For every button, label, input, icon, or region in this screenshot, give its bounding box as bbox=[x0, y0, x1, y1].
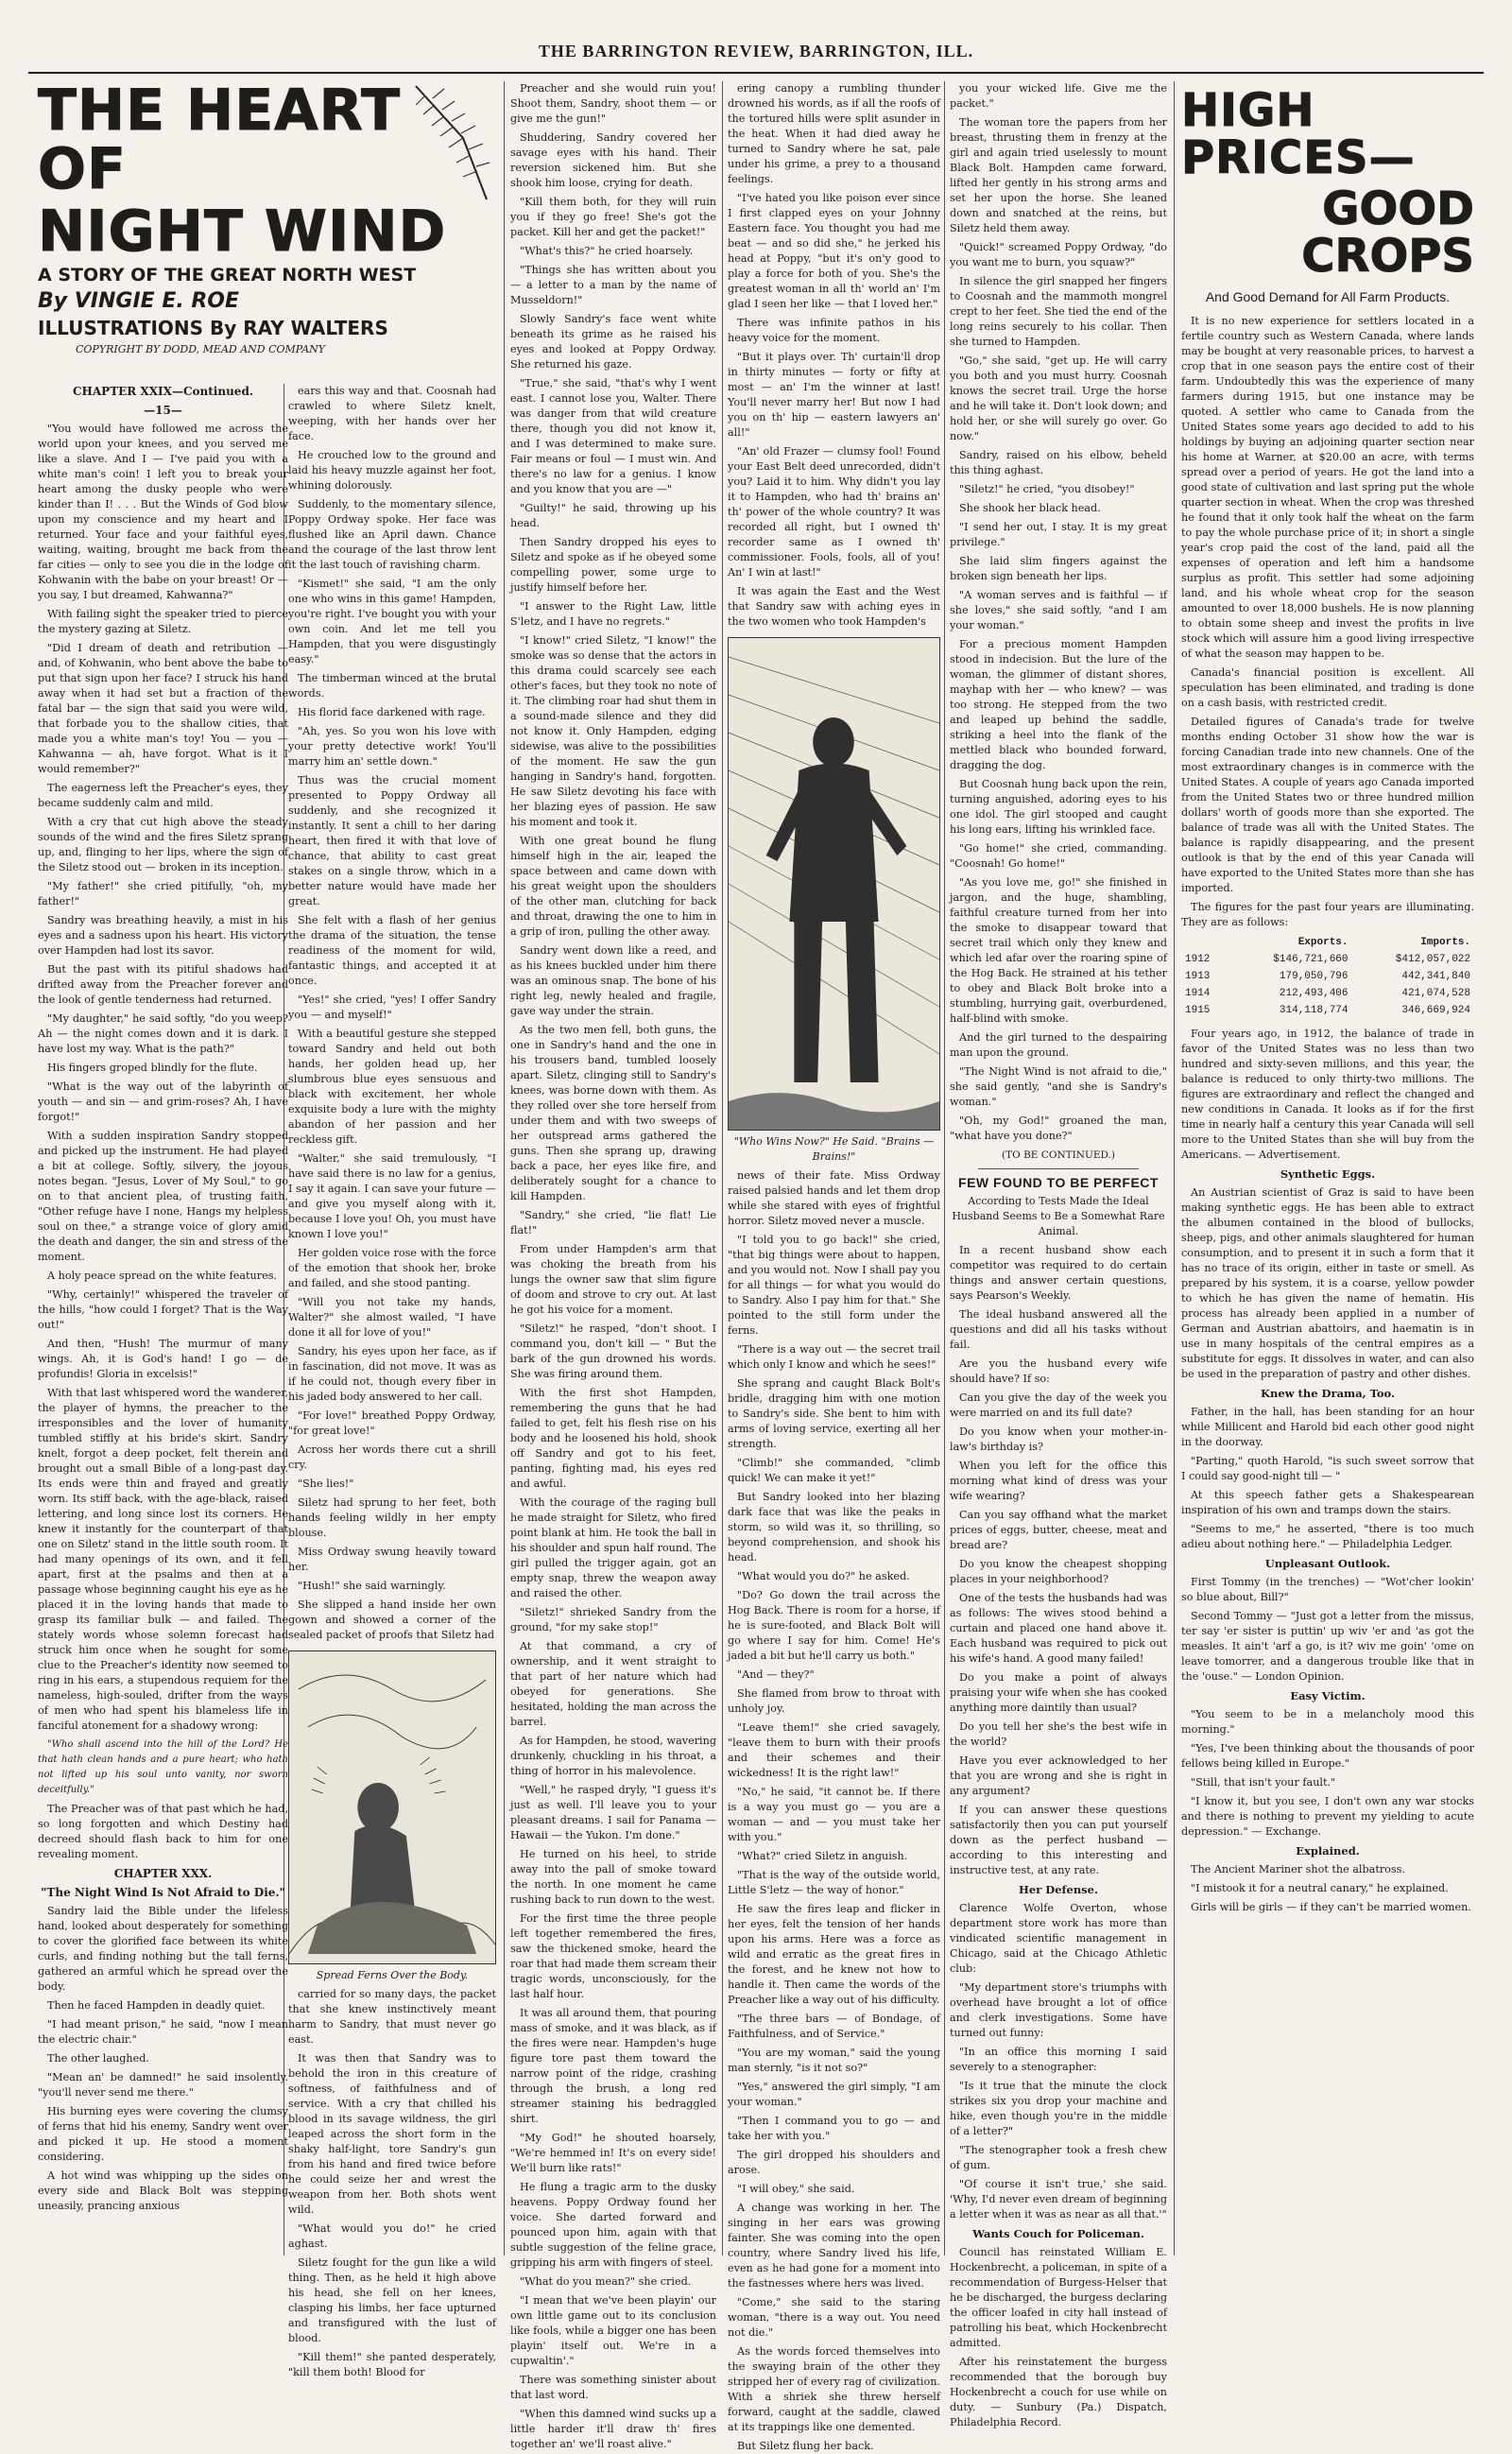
paragraph: She laid slim fingers against the broken sign beneath her lips. bbox=[950, 555, 1167, 582]
serial-author: By VINGIE E. ROE bbox=[38, 289, 240, 313]
paragraph: Suddenly, to the momentary silence, Poppy Ordway spoke. Her face was flushed like an April dawn. Chance and the courage of the last throw lent it the last touch of ravishing charm. bbox=[288, 498, 496, 571]
paragraph: There was something sinister about that last word. bbox=[510, 2374, 716, 2401]
serial-subtitle: A STORY OF THE GREAT NORTH WEST bbox=[38, 265, 417, 285]
paragraph: ering canopy a rumbling thunder drowned his words, as if all the roofs of the tortured hills were split asunder in the heat. When it had died away he turned to Sandry where he sat, pale under his grime, a prey to a thousand feelings. bbox=[728, 82, 940, 185]
paragraph: Do you know when your mother-in-law's birthday is? bbox=[950, 1426, 1167, 1453]
paragraph: "Ah, yes. So you won his love with your pretty detective work! You'll marry him an' settle down." bbox=[288, 725, 496, 768]
paragraph: At that command, a cry of ownership, and it went straight to that part of her nature which had obeyed for generations. She hesitated, holding the man across the barrel. bbox=[510, 1640, 716, 1728]
paragraph: "You would have followed me across the world upon your knees, and you served me like a slave. And I — I've paid you with a white man's coin! I left you to break your heart among the dusky people who were kinder than I! . . . But the Winds of God blow upon my conscience and my heart and I returned. Your face and your faithful eyes, waiting, waiting, brought me back from the far cities — only to see you die in the lodge of Kohwanin with the babe on your breast! Or — you say, I but dreamed, Kahwanna?" bbox=[38, 423, 288, 601]
paragraph: Detailed figures of Canada's trade for twelve months ending October 31 show how the war is forcing Canadian trade into new channels. One of the most extraordinary changes is in commerce with the United States. A couple of years ago Canada imported from the United States two or three hundred million dollars' worth of goods more than she exported. The balance of trade was all with the United States. The balance is rapidly disappearing, and the present outlook is that by the end of this year Canada will have exported to the United States more than she has imported. bbox=[1181, 716, 1474, 894]
sub-headline: Unpleasant Outlook. bbox=[1264, 1557, 1391, 1570]
masthead: THE BARRINGTON REVIEW, BARRINGTON, ILL. bbox=[538, 42, 974, 60]
paragraph: "I mistook it for a neutral canary," he explained. bbox=[1191, 1882, 1449, 1894]
trade-table-row bbox=[1181, 951, 1474, 968]
paragraph: When you left for the office this morning what kind of dress was your wife wearing? bbox=[950, 1460, 1167, 1502]
paragraph: "Go," she said, "get up. He will carry you both and you must hurry. Coosnah knows the secret trail. Urge the horse and he will take it. Don't look down; and hold her, or she will surely go over. Go now." bbox=[950, 354, 1167, 442]
paragraph: He crouched low to the ground and laid his heavy muzzle against her foot, whining dolorously. bbox=[288, 449, 496, 492]
paragraph: "And — they?" bbox=[737, 1668, 815, 1681]
paragraph: "When this damned wind sucks up a little harder it'll draw th' fires together an' we'll roast alive." bbox=[510, 2408, 716, 2450]
paragraph: "True," she said, "that's why I went east. I cannot lose you, Walter. There was danger from that wild creature there, though you did not know it, and I was determined to make sure. Fair means or foul — I must win. And there's no law for a genius. I know and you know that you are —" bbox=[510, 377, 716, 495]
paragraph: "Yes!" she cried, "yes! I offer Sandry you — and myself!" bbox=[288, 994, 496, 1021]
paragraph: As for Hampden, he stood, wavering drunkenly, chuckling in his throat, a thing of horror in his malevolence. bbox=[510, 1735, 716, 1777]
column-rule bbox=[944, 81, 945, 2255]
paragraph: Her golden voice rose with the force of the emotion that shook her, broke and failed, and she stood panting. bbox=[288, 1247, 496, 1289]
paragraph: "Quick!" screamed Poppy Ordway, "do you want me to burn, you squaw?" bbox=[950, 241, 1167, 268]
paragraph: The figures for the past four years are illuminating. They are as follows: bbox=[1181, 901, 1474, 928]
serial-header bbox=[38, 78, 491, 384]
paragraph: "I will obey," she said. bbox=[737, 2183, 855, 2195]
paragraph: "Will you not take my hands, Walter?" she almost wailed, "I have done it all for love of you!" bbox=[288, 1296, 496, 1339]
paragraph: The ideal husband answered all the questions and did all his tasks without fail. bbox=[950, 1308, 1167, 1351]
pine-branch-ornament bbox=[406, 81, 491, 204]
paragraph: Slowly Sandry's face went white beneath its grime as he raised his eyes and looked at Poppy Ordway. She returned his gaze. bbox=[510, 313, 716, 371]
paragraph: Sandry laid the Bible under the lifeless hand, looked about desperately for something to cover the glorified face between its white curls, and finding nothing but the tall ferns, gathered an armful which he spread over the body. bbox=[38, 1905, 288, 1993]
paragraph: "Things she has written about you — a letter to a man by the name of Musseldorn!" bbox=[510, 264, 716, 306]
paragraph: "You seem to be in a melancholy mood this morning." bbox=[1181, 1708, 1474, 1736]
article-deck: According to Tests Made the Ideal Husband Seems to Be a Somewhat Rare Animal. bbox=[952, 1195, 1165, 1237]
paragraph: Preacher and she would ruin you! Shoot them, Sandry, shoot them — or give me the gun!" bbox=[510, 82, 716, 125]
paragraph: Father, in the hall, has been standing for an hour while Millicent and Harold bid each other good night in the doorway. bbox=[1181, 1406, 1474, 1448]
paragraph: The girl dropped his shoulders and arose. bbox=[728, 2149, 940, 2176]
paragraph: "Mean an' be damned!" he said insolently. "you'll never send me there." bbox=[38, 2071, 288, 2099]
paragraph: Siletz fought for the gun like a wild thing. Then, as he held it high above his head, she fell on her knees, clasping his limbs, her face upturned and transfigured with the lust of blood. bbox=[288, 2256, 496, 2344]
trade-table-cell: 212,493,406 bbox=[1279, 988, 1349, 999]
paragraph: An Austrian scientist of Graz is said to have been making synthetic eggs. He has been able to extract the albumen contained in the blood of bullocks, sheep, pigs, and other animals slaughtered for human consumption, and to present it in such a form that it has no trace of its origin, either in taste or smell. As prepared by his system, it is a coarse, yellow powder to which he has given the name of hematin. His process has already been applied in a number of German and Austrian abattoirs, and haematin is in use in many hospitals of the central empires as a substitute for eggs. It dissolves in water, and can also be used in the preparation of pastry and other dishes. bbox=[1181, 1186, 1474, 1380]
paragraph: "You are my woman," said the young man sternly, "is it not so?" bbox=[728, 2047, 940, 2074]
paragraph: Miss Ordway swung heavily toward her. bbox=[288, 1546, 496, 1573]
paragraph: With a cry that cut high above the steady sounds of the wind and the fires Siletz sprang up, and, flinging to her lips, where the sign of the Siletz stood out — broken in its inception. bbox=[38, 816, 288, 873]
paragraph: If you can answer these questions satisfactorily then you can put yourself down as the perfect husband — according to this interesting and instructive test, at any rate. bbox=[950, 1804, 1167, 1876]
paragraph: Shuddering, Sandry covered her savage eyes with his hand. Their reversion sickened him. But she shook him loose, crying for death. bbox=[510, 131, 716, 189]
paragraph: Second Tommy — "Just got a letter from the missus, ter say 'er sister is puttin' up wiv 'er and 'as got the measles. It ain't 'arf a go, is it? wiv me goin' 'ome on leave tomorrer, and a dangerous trouble like that in the 'ouse." — London Opinion. bbox=[1181, 1610, 1474, 1683]
chapter-lead: "The Night Wind Is Not Afraid to Die." bbox=[41, 1886, 285, 1899]
paragraph: Can you say offhand what the market prices of eggs, butter, cheese, meat and bread are? bbox=[950, 1509, 1167, 1551]
paragraph: "What is the way out of the labyrinth of youth — and sin — and grim-roses? Ah, I have forgot!" bbox=[38, 1080, 288, 1123]
paragraph: Sandry, raised on his elbow, beheld this thing aghast. bbox=[950, 449, 1167, 476]
paragraph: Do you tell her she's the best wife in the world? bbox=[950, 1720, 1167, 1748]
sub-headline: Wants Couch for Policeman. bbox=[972, 2227, 1144, 2240]
paragraph: "Oh, my God!" groaned the man, "what have you done?" bbox=[950, 1115, 1167, 1142]
paragraph: ears this way and that. Coosnah had crawled to where Siletz knelt, weeping, with her hands over her face. bbox=[288, 385, 496, 442]
paragraph: "For love!" breathed Poppy Ordway, "for great love!" bbox=[288, 1409, 496, 1437]
paragraph: "Parting," quoth Harold, "is such sweet sorrow that I could say good-night till — " bbox=[1181, 1455, 1474, 1482]
fern-body-drawing bbox=[289, 1651, 495, 1963]
paragraph: Siletz had sprung to her feet, both hands feeling wildly in her empty blouse. bbox=[288, 1496, 496, 1539]
paragraph: "Kill them both, for they will ruin you if they go free! She's got the packet. Kill her and get the packet!" bbox=[510, 196, 716, 238]
trade-table-header-cell bbox=[1181, 934, 1229, 951]
paragraph: He flung a tragic arm to the dusky heavens. Poppy Ordway found her voice. She darted forward and pounced upon him, again with that subtle suggestion of the feline grace, gripping his arm with fingers of steel. bbox=[510, 2181, 716, 2269]
paragraph: "Climb!" she commanded, "climb quick! We can make it yet!" bbox=[728, 1457, 940, 1484]
paragraph: "Guilty!" he said, throwing up his head. bbox=[510, 502, 716, 529]
paragraph: She flamed from brow to throat with unholy joy. bbox=[728, 1687, 940, 1715]
paragraph: A change was working in her. The singing in her ears was growing fainter. She was coming into the open country, where Sandry lived his life, even as he had gone for a moment into the fastnesses where hers was lived. bbox=[728, 2202, 940, 2290]
paragraph: "Come," she said to the staring woman, "there is a way out. You need not die." bbox=[728, 2296, 940, 2339]
paragraph: Sandry went down like a reed, and as his knees buckled under him there was an ominous snap. The bone of his right leg, newly healed and fragile, gave way under the strain. bbox=[510, 944, 716, 1017]
column-2 bbox=[288, 384, 496, 2378]
trade-table-cell: 179,050,796 bbox=[1279, 971, 1349, 982]
paragraph: "I've hated you like poison ever since I first clapped eyes on your Johnny Eastern face. You thought you had me beat — and so did she," he jerked his head at Poppy, "but it's on'y good to play a force for both of you. She's the greatest woman in all th' world an' I'm glad I seen her like — that I loved her." bbox=[728, 192, 940, 310]
high-prices-headline: HIGH PRICES— bbox=[1181, 84, 1416, 184]
paragraph: "The Night Wind is not afraid to die," she said gently, "and she is Sandry's woman." bbox=[950, 1065, 1167, 1108]
paragraph: The Preacher was of that past which he had, so long forgotten and which Destiny had decreed should flash back to him for one revealing moment. bbox=[38, 1803, 288, 1860]
sub-headline: Her Defense. bbox=[1019, 1883, 1098, 1896]
chapter-continued: CHAPTER XXIX—Continued. bbox=[72, 385, 254, 398]
illustration-caption: "Who Wins Now?" He Said. "Brains — Brains!" bbox=[733, 1135, 935, 1163]
paragraph: It was all around them, that pouring mass of smoke, and it was black, as if the fires were near. Hampden's huge figure tore past them toward the narrow point of the ridge, crashing through the brush, a long red streamer staining his bedraggled shirt. bbox=[510, 2007, 716, 2125]
serial-title-line2-span: NIGHT WIND bbox=[38, 199, 447, 265]
paragraph: "What would you do?" he asked. bbox=[737, 1570, 910, 1582]
paragraph: "I had meant prison," he said, "now I mean the electric chair." bbox=[38, 2018, 288, 2046]
trade-table-row bbox=[1181, 1002, 1474, 1019]
sub-headline: Explained. bbox=[1296, 1844, 1360, 1858]
paragraph: "I told you to go back!" she cried, "that big things were about to happen, and you would not. Now I shall pay you for all things — for what you would do to Sandry. Also I pay him for that." She pointed to the still form under the ferns. bbox=[728, 1234, 940, 1337]
paragraph: "Why, certainly!" whispered the traveler of the hills, "how could I forget? That is the Way out!" bbox=[38, 1288, 288, 1331]
paragraph: But Siletz flung her back. bbox=[737, 2440, 874, 2452]
paragraph: As the two men fell, both guns, the one in Sandry's hand and the one in his trousers band, tumbled loosely apart. Siletz, clinging still to Sandry's knees, was borne down with them. As they rolled over she tore herself from under them and with two sweeps of her outspread arms gathered the guns. Then she sprang up, drawing back a pace, her eyes like fire, and deliberately sought for a chance to kill Hampden. bbox=[510, 1024, 716, 1202]
illustration-ferns bbox=[288, 1650, 496, 1964]
article-headline: FEW FOUND TO BE PERFECT bbox=[958, 1175, 1159, 1190]
paragraph: There was infinite pathos in his heavy voice for the moment. bbox=[728, 317, 940, 344]
paragraph: Clarence Wolfe Overton, whose department store work has more than vindicated scientific management in Chicago, said at the Chicago Athletic club: bbox=[950, 1902, 1167, 1975]
trade-table-cell: 346,669,924 bbox=[1401, 1005, 1470, 1016]
column-5 bbox=[950, 81, 1167, 2428]
trade-table-cell: 1914 bbox=[1185, 988, 1211, 999]
paragraph: After his reinstatement the burgess recommended that the borough buy Hockenbrecht a couch for use while on duty. — Sunbury (Pa.) Dispatch, Philadelphia Record. bbox=[950, 2356, 1167, 2428]
serial-title-line1-span: THE HEART OF bbox=[38, 78, 402, 202]
paragraph: "An' old Frazer — clumsy fool! Found your East Belt deed unrecorded, didn't you? Laid it to him. Why didn't you lay it to Hampden, who had th' brains an' th' power of the whole country? It was recorded all right, but I owned th' recorder same as I owned th' commissioner. Fools, fools, all of you! An' I win at last!" bbox=[728, 445, 940, 579]
column-6 bbox=[1181, 81, 1474, 2255]
paragraph: "I know!" cried Siletz, "I know!" the smoke was so dense that the actors in this drama could scarcely see each other's faces, but they took no note of it. The climbing roar had shut them in a sound-made silence and they did not know it. Only Hampden, edging sidewise, was alive to the possibilities of the moment. He saw the gun hanging in Sandry's hand, forgotten. He saw Siletz devoting his face with her blazing eyes of passion. He saw his moment and took it. bbox=[510, 634, 716, 828]
serial-copyright: COPYRIGHT BY DODD, MEAD AND COMPANY bbox=[76, 343, 326, 355]
paragraph: "That is the way of the outside world, Little S'letz — the way of honor." bbox=[728, 1869, 940, 1896]
trade-table-cell: 1912 bbox=[1185, 954, 1211, 965]
paragraph: "What?" cried Siletz in anguish. bbox=[737, 1850, 908, 1862]
paragraph: And the girl turned to the despairing man upon the ground. bbox=[950, 1031, 1167, 1059]
paragraph: For a precious moment Hampden stood in indecision. But the lure of the woman, the glimmer of distant shores, mayhap with her — who knew? — was too strong. He stepped from the two and leaped up behind the saddle, striking a heel into the flank of the mettled black who bounded forward, dragging the dog. bbox=[950, 638, 1167, 771]
good-crops-headline: GOOD CROPS bbox=[1301, 182, 1474, 283]
paragraph: "My daughter," he said softly, "do you weep? Ah — the night comes down and it is dark. I have lost my way. What is the path?" bbox=[38, 1012, 288, 1055]
trade-table-row bbox=[1181, 985, 1474, 1002]
paragraph: carried for so many days, the packet that she knew instinctively meant harm to Sandry, that must never go east. bbox=[288, 1988, 496, 2046]
trade-table-cell: 314,118,774 bbox=[1279, 1005, 1349, 1016]
paragraph: A holy peace spread on the white features. bbox=[47, 1270, 277, 1282]
column-1-body bbox=[38, 384, 288, 2255]
paragraph: "No," he said, "it cannot be. If there is a way you must go — you are a woman — and — you must take her with you." bbox=[728, 1786, 940, 1843]
paragraph: He saw the fires leap and flicker in her eyes, felt the tension of her hands upon his arms. Here was a force as wild and erratic as the great fires in the forest, and he knew not how to handle it. Then came the words of the Preacher like a way out of his difficulty. bbox=[728, 1903, 940, 2006]
column-rule bbox=[722, 81, 723, 2255]
paragraph: Are you the husband every wife should have? If so: bbox=[950, 1357, 1167, 1385]
illustration-caption: Spread Ferns Over the Body. bbox=[316, 1969, 469, 1981]
paragraph: With a beautiful gesture she stepped toward Sandry and held out both hands, her golden head up, her slumbrous blue eyes sensuous and black with excitement, her whole exquisite body a lure with the mighty abandon of her passion and her reckless gift. bbox=[288, 1028, 496, 1146]
paragraph: But the past with its pitiful shadows had drifted away from the Preacher forever and the look of gentle tenderness had returned. bbox=[38, 963, 288, 1006]
paragraph: Then Sandry dropped his eyes to Siletz and spoke as if he obeyed some compelling power, some urge to justify himself before her. bbox=[510, 536, 716, 594]
paragraph: "Then I command you to go — and take her with you." bbox=[728, 2115, 940, 2142]
paragraph: His burning eyes were covering the clumsy of ferns that hid his enemy, Sandry went over and picked it up. He stood a moment considering. bbox=[38, 2105, 288, 2163]
trade-table bbox=[1181, 934, 1474, 1019]
paragraph: "Walter," she said tremulously, "I have said there is no law for a genius, I say it again. I can save your future — and give you myself along with it, because I love you! Oh, you must have known I love you!" bbox=[288, 1152, 496, 1240]
paragraph: Sandry was breathing heavily, a mist in his eyes and a sadness upon his heart. His victory over Hampden had lost its savor. bbox=[38, 914, 288, 957]
paragraph: It is no new experience for settlers located in a fertile country such as Western Canada, where lands may be bought at very reasonable prices, to harvest a crop that in one season pays the entire cost of their farm. Undoubtedly this was the experience of many farmers during 1915, but one instance may be quoted. A settler who came to Canada from the United States some years ago decided to add to his holdings by buying an adjoining quarter section near his home at Warner, at $20.00 an acre, with terms spread over a period of years. He got the land into a good state of cultivation and last spring put the whole quarter section in wheat. When the crop was threshed he found that it only took half the wheat on the farm to pay the whole purchase price of it; in short a single year's crop paid the cost of the land, paid all the expenses of operation and left him a handsome surplus as profit. This settler had some adjoining land, and his whole wheat crop for the season amounted to over 18,000 bushels. He is now planning to obtain some sheep and invest the profits in live stock which will assure him a good living irrespective of what the season may happen to be. bbox=[1181, 315, 1474, 660]
paragraph: "The three bars — of Bondage, of Faithfulness, and of Service." bbox=[728, 2013, 940, 2040]
paragraph: "There is a way out — the secret trail which only I know and which he sees!" bbox=[728, 1343, 940, 1371]
paragraph: "What do you mean?" she cried. bbox=[520, 2275, 692, 2288]
paragraph: Can you give the day of the week you were married on and its full date? bbox=[950, 1391, 1167, 1419]
paragraph: Have you ever acknowledged to her that you are wrong and she is right in any argument? bbox=[950, 1754, 1167, 1797]
paragraph: Thus was the crucial moment presented to Poppy Ordway all suddenly, and she recognized it instantly. It sent a chill to her daring heart, then fired it with that love of chance, that ability to cast great stakes on a single throw, which in a better nature would have made her great. bbox=[288, 774, 496, 907]
paragraph: "Siletz!" shrieked Sandry from the ground, "for my sake stop!" bbox=[510, 1606, 716, 1633]
paragraph: you your wicked life. Give me the packet." bbox=[950, 82, 1167, 110]
trade-table-header-cell: Exports. bbox=[1297, 937, 1349, 948]
serial-illustrator: ILLUSTRATIONS By RAY WALTERS bbox=[38, 317, 388, 339]
paragraph: It was then that Sandry was to behold the iron in this creature of softness, of faithfulness and of service. With a cry that chilled his blood in its savage wildness, the girl leaped across the short form in the shaky half-light, tore Sandry's gun from his hand and fired twice before he could seize her and wrest the weapon from her. Both shots went wild. bbox=[288, 2052, 496, 2216]
paragraph: Then he faced Hampden in deadly quiet. bbox=[47, 1999, 266, 2012]
paragraph: With that last whispered word the wanderer, the player of hymns, the preacher to the irresponsibles and the lover of humanity tumbled stiffly at his bride's skirt. Sandry knelt, forgot a deep pocket, felt therein and brought out a small Bible of a long-past day. Its ends were thin and frayed and greatly worn. Its stiff back, with the age-black, raised lettering, and long since lost its corners. He knew it instantly for the counterpart of that one on Siletz' stand in the little south room. It had many openings of its own, and it fell apart, first at the psalms and then at a passage whose beginning caught his eye as he placed it in the loving hands that made to grasp its familiar bulk — and failed. The stately words whose solemn forecast had struck him once when he sought for some clue to the Preacher's identity now seemed to ring in his ears, a stupendous requiem for the nameless, high-souled, drifter from the ways of men who had spent his blameless life in fanciful atonement for a shadowy wrong: bbox=[38, 1387, 288, 1732]
paragraph: A hot wind was whipping up the sides on every side and Black Bolt was stepping uneasily, prancing anxious bbox=[38, 2169, 288, 2212]
paragraph: "A woman serves and is faithful — if she loves," she said softly, "and I am your woman." bbox=[950, 589, 1167, 631]
paragraph: "I send her out, I stay. It is my great privilege." bbox=[950, 521, 1167, 548]
paragraph: "In an office this morning I said severely to a stenographer: bbox=[950, 2046, 1167, 2073]
paragraph: The eagerness left the Preacher's eyes, they became suddenly calm and mild. bbox=[38, 782, 288, 809]
paragraph: In silence the girl snapped her fingers to Coosnah and the mammoth mongrel crept to her feet. She tied the end of the long reins securely to his collar. Then she turned to Hampden. bbox=[950, 275, 1167, 348]
scripture-quote: "Who shall ascend into the hill of the Lord? He that hath clean hands and a pure heart; who hath not lifted up his soul unto vanity, nor sworn deceitfully." bbox=[38, 1739, 288, 1795]
paragraph: "What would you do!" he cried aghast. bbox=[288, 2222, 496, 2250]
paragraph: Council has reinstated William E. Hockenbrecht, a policeman, in spite of a recommendation of Burgess-Helser that he be discharged, the burgess declaring the officer loafed in city hall instead of patrolling his beat, which Hockenbrecht admitted. bbox=[950, 2246, 1167, 2349]
paragraph: "Hush!" she said warningly. bbox=[298, 1580, 446, 1592]
paragraph: He turned on his heel, to stride away into the pall of smoke toward the north. In one moment he came rushing back to run down to the west. bbox=[510, 1848, 716, 1906]
paragraph: His florid face darkened with rage. bbox=[298, 706, 486, 718]
paragraph: She slipped a hand inside her own gown and showed a corner of the sealed packet of proofs that Siletz had bbox=[288, 1599, 496, 1641]
column-rule bbox=[1174, 81, 1175, 2255]
trade-table-cell: $412,057,022 bbox=[1395, 954, 1470, 965]
paragraph: "Do? Go down the trail across the Hog Back. There is room for a horse, if he is sure-footed, and Black Bolt will go where I say for him. Come! He's jaded a bit but he'll carry us both." bbox=[728, 1589, 940, 1662]
paragraph: The Ancient Mariner shot the albatross. bbox=[1191, 1863, 1405, 1875]
paragraph: "Is it true that the minute the clock strikes six you drop your machine and hike, even though you're in the middle of a letter?" bbox=[950, 2080, 1167, 2137]
paragraph: "Leave them!" she cried savagely, "leave them to burn with their proofs and their schemes and their wickedness! It is the right law!" bbox=[728, 1721, 940, 1779]
paragraph: As the words forced themselves into the swaying brain of the other they stripped her of every rag of civilization. With a shriek she threw herself forward, caught at the saddle, clawed at its trappings like one demented. bbox=[728, 2345, 940, 2433]
paragraph: "Siletz!" he cried, "you disobey!" bbox=[959, 483, 1135, 495]
paragraph: With the first shot Hampden, remembering the guns that he had failed to get, felt his flesh rise on his body and he loosened his hold, shook off Sandry and got to his feet, panting, fighting mad, his eyes red and awful. bbox=[510, 1387, 716, 1490]
paragraph: She sprang and caught Black Bolt's bridle, dragging him with one motion to Sandry's side. She bent to him with arms of loving service, exerting all her strength. bbox=[728, 1377, 940, 1450]
paragraph: She felt with a flash of her genius the drama of the situation, the tense readiness of the moment for wild, fantastic things, and accepted it at once. bbox=[288, 914, 496, 987]
sub-headline: Synthetic Eggs. bbox=[1280, 1167, 1376, 1181]
paragraph: The other laughed. bbox=[47, 2052, 149, 2065]
section-number: —15— bbox=[144, 404, 182, 417]
paragraph: "Seems to me," he asserted, "there is too much adieu about nothing here." — Philadelphia Ledger. bbox=[1181, 1523, 1474, 1550]
paragraph: "My father!" she cried pitifully, "oh, my father!" bbox=[38, 880, 288, 907]
paragraph: "The stenographer took a fresh chew of gum. bbox=[950, 2144, 1167, 2171]
paragraph: With failing sight the speaker tried to pierce the mystery gazing at Siletz. bbox=[38, 608, 288, 635]
paragraph: From under Hampden's arm that was choking the breath from his lungs the owner saw that slim figure of doom and strove to cry out. At last he got his voice for a moment. bbox=[510, 1243, 716, 1316]
paragraph: It was again the East and the West that Sandry saw with aching eyes in the two women who took Hampden's bbox=[728, 585, 940, 628]
to-be-continued: (TO BE CONTINUED.) bbox=[1002, 1149, 1115, 1161]
paragraph: Girls will be girls — if they can't be married women. bbox=[1191, 1901, 1471, 1913]
trade-table-cell: 442,341,840 bbox=[1401, 971, 1470, 982]
trade-table-row bbox=[1181, 968, 1474, 985]
paragraph: "Siletz!" he rasped, "don't shoot. I command you, don't kill — " But the bark of the gun drowned his words. She was firing around them. bbox=[510, 1322, 716, 1380]
paragraph: news of their fate. Miss Ordway raised palsied hands and let them drop while she stared with eyes of frightful horror. Siletz moved never a muscle. bbox=[728, 1169, 940, 1227]
trade-table-cell: 1913 bbox=[1185, 971, 1211, 982]
sub-headline: Knew the Drama, Too. bbox=[1260, 1387, 1396, 1400]
paragraph: "My department store's triumphs with overhead have brought a lot of office and clerk investigations. Some have turned out funny: bbox=[950, 1981, 1167, 2039]
paragraph: Across her words there cut a shrill cry. bbox=[288, 1443, 496, 1471]
masthead-rule bbox=[28, 72, 1484, 74]
divider bbox=[978, 1168, 1139, 1169]
high-prices-deck: And Good Demand for All Farm Products. bbox=[1205, 289, 1451, 304]
illustration-hampden bbox=[728, 637, 940, 1131]
paragraph: She shook her black head. bbox=[959, 502, 1101, 514]
paragraph: But Coosnah hung back upon the rein, turning anguished, adoring eyes to his one idol. The girl stooped and caught his long ears, lifting his wrinkled face. bbox=[950, 778, 1167, 836]
paragraph: "My God!" he shouted hoarsely, "We're hemmed in! It's on every side! We'll burn like rats!" bbox=[510, 2132, 716, 2174]
paragraph: "Yes, I've been thinking about the thousands of poor fellows being killed in Europe." bbox=[1181, 1742, 1474, 1770]
paragraph: One of the tests the husbands had was as follows: The wives stood behind a curtain and placed one hand above it. Each husband was required to pick out his wife's hand. A good many failed! bbox=[950, 1592, 1167, 1665]
paragraph: "I mean that we've been playin' our own little game out to its conclusion like fools, while a bigger one has been playin' itself out. We're in a cupwaltin'." bbox=[510, 2294, 716, 2367]
paragraph: "Kismet!" she said, "I am the only one who wins in this game! Hampden, you're right. I've bought you with your own coin. And let me tell you Hampden, that you were disgustingly easy." bbox=[288, 578, 496, 665]
trade-table-header bbox=[1181, 934, 1474, 951]
paragraph: The woman tore the papers from her breast, thrusting them in frenzy at the girl and again tried uselessly to mount Black Bolt. Hampden came forward, lifted her gently in his strong arms and set her upon the horse. She leaned down and snatched at the reins, but Siletz held them away. bbox=[950, 116, 1167, 234]
paragraph: "Go home!" she cried, commanding. "Coosnah! Go home!" bbox=[950, 842, 1167, 870]
paragraph: "Still, that isn't your fault." bbox=[1191, 1776, 1336, 1789]
column-3 bbox=[510, 81, 716, 2450]
paragraph: "Did I dream of death and retribution — and, of Kohwanin, who bent above the babe to put that sign upon her face? I struck his hand away when it had set but a fraction of the fatal bar — the sign that said you were wild, that forbade you to the shallow cities, that made you a white man's toy! You — you — Kahwanna — ah, have forgot. What is it I would remember?" bbox=[38, 642, 288, 775]
paragraph: For the first time the three people left together remembered the fires, saw the thickened smoke, heard the roar that had made them scream their tragic words, unconsciously, for the last half hour. bbox=[510, 1912, 716, 2000]
paragraph: "Well," he rasped dryly, "I guess it's just as well. I'll leave you to your pleasant dreams. I sail for Panama — Hawaii — the Yukon. I'm done." bbox=[510, 1784, 716, 1841]
paragraph: First Tommy (in the trenches) — "Wot'cher lookin' so blue about, Bill?" bbox=[1181, 1576, 1474, 1603]
paragraph: His fingers groped blindly for the flute. bbox=[47, 1062, 258, 1074]
paragraph: "Sandry," she cried, "lie flat! Lie flat!" bbox=[510, 1209, 716, 1236]
paragraph: At this speech father gets a Shakespearean inspiration of his own and tramps down the stairs. bbox=[1181, 1489, 1474, 1516]
hampden-figure-drawing bbox=[729, 638, 939, 1130]
trade-table-header-cell: Imports. bbox=[1420, 937, 1470, 948]
paragraph: "Yes," answered the girl simply, "I am your woman." bbox=[728, 2081, 940, 2108]
column-4 bbox=[728, 81, 940, 2452]
paragraph: With a sudden inspiration Sandry stopped and picked up the instrument. He had played a bit at college. Softly, silvery, the joyous notes began. "Jesus, Lover of My Soul," to go on to that ancient plea, of trusting faith, "Other refuge have I none, Hangs my helpless soul on thee," a strange voice of glory amid the death and danger, the sin and stress of the moment. bbox=[38, 1130, 288, 1263]
paragraph: "Kill them!" she panted desperately, "kill them both! Blood for bbox=[288, 2351, 496, 2378]
paragraph: Four years ago, in 1912, the balance of trade in favor of the United States was no less than two hundred and sixty-seven millions, and this year, the balance is reduced to only thirty-two millions. The figures are extraordinary and reflect the changed and new conditions in Canada. It looks as if for the first time in nearly half a century this year Canada will sell more to the United States than she will buy from the Americans. — Advertisement. bbox=[1181, 1028, 1474, 1161]
paragraph: "As you love me, go!" she finished in jargon, and the huge, shambling, faithful creature turned from her into the smoke to disappear toward that secret trail which only they knew and which led afar over the roaring spine of the Hog Back. He strained at his tether to obey and Black Bolt broke into a stumbling, hurrying gait, overburdened, half-blind with smoke. bbox=[950, 876, 1167, 1025]
paragraph: And then, "Hush! The murmur of many wings. Ah, it is God's hand! I go — de profundis! Gloria in excelsis!" bbox=[38, 1338, 288, 1380]
paragraph: But Sandry looked into her blazing dark face that was like the peaks in storm, so wild was it, so thrilling, so beyond comprehension, and shook his head. bbox=[728, 1491, 940, 1564]
paragraph: "What's this?" he cried hoarsely. bbox=[520, 245, 694, 257]
paragraph: "Of course it isn't true,' she said. 'Why, I'd never even dream of beginning a letter when it was as near as all that.'" bbox=[950, 2178, 1167, 2221]
paragraph: Do you know the cheapest shopping places in your neighborhood? bbox=[950, 1558, 1167, 1585]
paragraph: "I know it, but you see, I don't own any war stocks and there is nothing to prevent my yielding to acute depression." — Exchange. bbox=[1181, 1795, 1474, 1838]
chapter-heading: CHAPTER XXX. bbox=[113, 1867, 213, 1880]
sub-headline: Easy Victim. bbox=[1290, 1689, 1366, 1702]
paragraph: With the courage of the raging bull he made straight for Siletz, who fired point blank at him. He took the ball in his shoulder and spun half round. The girl pulled the trigger again, got an empty snap, threw the weapon away and raised the other. bbox=[510, 1496, 716, 1599]
paragraph: "But it plays over. Th' curtain'll drop in thirty minutes — forty or fifty at most — an' I'm the winner at last! You'll never marry her! But now I had you on th' hip — eastern lawyers an' all!" bbox=[728, 351, 940, 439]
paragraph: "I answer to the Right Law, little S'letz, and I have no regrets." bbox=[510, 600, 716, 628]
paragraph: Canada's financial position is excellent. All speculation has been eliminated, and trading is done on a cash basis, with restricted credit. bbox=[1181, 666, 1474, 709]
column-rule bbox=[504, 81, 505, 2255]
paragraph: In a recent husband show each competitor was required to do certain things and answer certain questions, says Pearson's Weekly. bbox=[950, 1244, 1167, 1302]
paragraph: The timberman winced at the brutal words. bbox=[288, 672, 496, 700]
trade-table-cell: $146,721,660 bbox=[1273, 954, 1349, 965]
trade-table-cell: 421,074,528 bbox=[1401, 988, 1470, 999]
paragraph: Sandry, his eyes upon her face, as if in fascination, did not move. It was as if he could not, though every fiber in his jaded body answered to her call. bbox=[288, 1345, 496, 1403]
paragraph: With one great bound he flung himself high in the air, leaped the space between and came down with his great weight upon the shoulders of the other man, clutching for back and throat, drawing the one to him in a grip of iron, pulling the other away. bbox=[510, 835, 716, 938]
paragraph: Do you make a point of always praising your wife when she has cooked anything more daintily than usual? bbox=[950, 1671, 1167, 1714]
trade-table-cell: 1915 bbox=[1185, 1005, 1211, 1016]
paragraph: "She lies!" bbox=[298, 1478, 354, 1490]
